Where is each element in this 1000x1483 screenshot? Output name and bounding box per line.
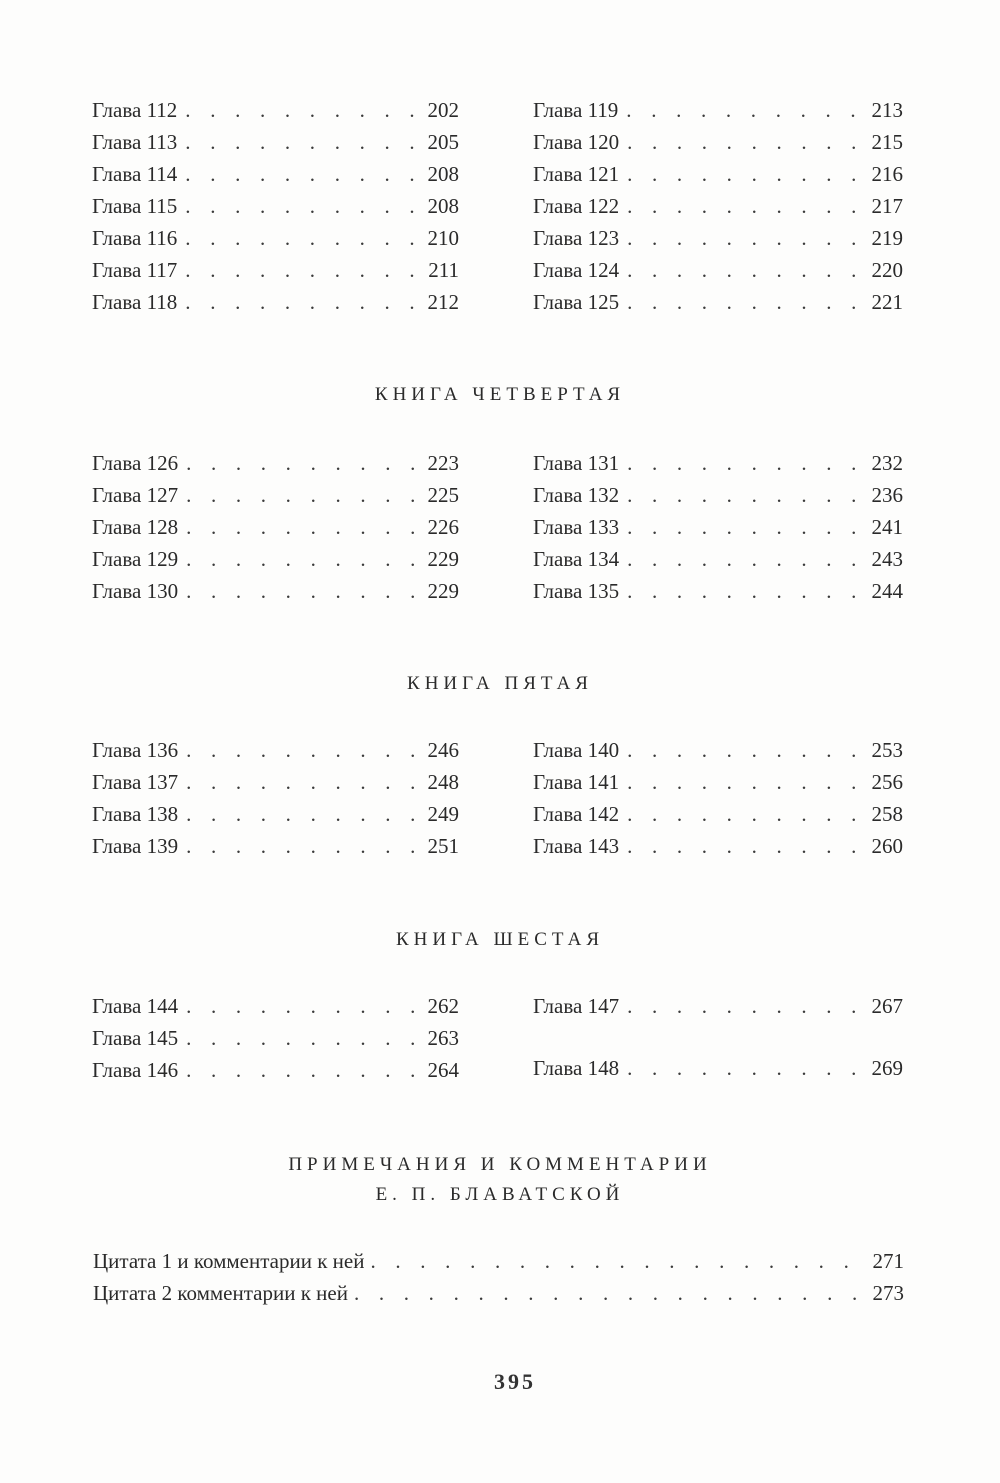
page-ref: 212	[427, 290, 459, 314]
dot-leader	[354, 1277, 867, 1309]
toc-entry[interactable]	[92, 190, 459, 222]
toc-entry[interactable]	[93, 1245, 904, 1277]
page-ref: 263	[427, 1026, 459, 1050]
dot-leader	[186, 447, 421, 479]
toc-entry[interactable]	[533, 158, 903, 190]
toc-entry[interactable]	[92, 286, 459, 318]
page-ref: 256	[871, 770, 903, 794]
page-ref: 205	[427, 130, 459, 154]
chapter-title: Глава 144	[92, 994, 179, 1018]
note-title: Цитата 1 и комментарии к ней	[93, 1249, 365, 1273]
toc-entry[interactable]	[533, 94, 903, 126]
page-ref: 241	[871, 515, 903, 539]
dot-leader	[627, 126, 865, 158]
page-ref: 246	[427, 738, 459, 762]
page-ref: 253	[871, 738, 903, 762]
chapter-title: Глава 114	[92, 162, 178, 186]
section-heading-book-five: КНИГА ПЯТАЯ	[407, 673, 593, 694]
chapter-title: Глава 138	[92, 802, 179, 826]
dot-leader	[370, 1245, 866, 1277]
page-ref: 232	[871, 451, 903, 475]
dot-leader	[186, 798, 421, 830]
page-ref: 229	[427, 547, 459, 571]
dot-leader	[627, 543, 865, 575]
toc-entry[interactable]	[92, 543, 459, 575]
page-ref: 208	[427, 162, 459, 186]
page-ref: 267	[871, 994, 903, 1018]
toc-entry[interactable]	[93, 1277, 904, 1309]
toc-entry[interactable]	[533, 190, 903, 222]
dot-leader	[627, 511, 865, 543]
toc-entry[interactable]	[533, 479, 903, 511]
chapter-title: Глава 143	[533, 834, 620, 858]
dot-leader	[186, 766, 421, 798]
page-ref: 236	[871, 483, 903, 507]
chapter-title: Глава 148	[533, 1056, 620, 1080]
toc-entry[interactable]	[92, 447, 459, 479]
chapter-title: Глава 130	[92, 579, 179, 603]
dot-leader	[627, 766, 865, 798]
page-ref: 223	[427, 451, 459, 475]
page-ref: 244	[871, 579, 903, 603]
dot-leader	[185, 254, 422, 286]
chapter-title: Глава 113	[92, 130, 178, 154]
toc-entry[interactable]	[92, 222, 459, 254]
dot-leader	[627, 990, 865, 1022]
toc-entry[interactable]	[92, 126, 459, 158]
chapter-title: Глава 128	[92, 515, 179, 539]
dot-leader	[626, 94, 865, 126]
toc-entry[interactable]	[92, 990, 459, 1022]
dot-leader	[186, 511, 421, 543]
dot-leader	[627, 254, 865, 286]
page-ref: 229	[427, 579, 459, 603]
page-ref: 269	[871, 1056, 903, 1080]
page-ref: 260	[871, 834, 903, 858]
toc-entry[interactable]	[533, 990, 903, 1022]
section-heading-book-six: КНИГА ШЕСТАЯ	[395, 929, 604, 950]
toc-entry[interactable]	[533, 447, 903, 479]
page-ref: 210	[427, 226, 459, 250]
toc-entry[interactable]	[92, 254, 459, 286]
page-ref: 248	[427, 770, 459, 794]
dot-leader	[627, 286, 865, 318]
toc-entry[interactable]	[92, 511, 459, 543]
toc-entry[interactable]	[533, 254, 903, 286]
toc-entry[interactable]	[92, 830, 459, 862]
toc-entry[interactable]	[533, 286, 903, 318]
toc-entry[interactable]	[533, 575, 903, 607]
chapter-title: Глава 142	[533, 802, 620, 826]
chapter-title: Глава 126	[92, 451, 179, 475]
page-ref: 249	[427, 802, 459, 826]
chapter-title: Глава 136	[92, 738, 179, 762]
dot-leader	[186, 543, 421, 575]
page-ref: 271	[872, 1249, 904, 1273]
page-ref: 251	[427, 834, 459, 858]
toc-entry[interactable]	[92, 158, 459, 190]
chapter-title: Глава 118	[92, 290, 178, 314]
toc-entry[interactable]	[92, 798, 459, 830]
page-ref: 262	[427, 994, 459, 1018]
page-ref: 243	[871, 547, 903, 571]
dot-leader	[186, 990, 421, 1022]
page-ref: 225	[427, 483, 459, 507]
note-title: Цитата 2 комментарии к ней	[93, 1281, 348, 1305]
page-number: 395	[494, 1369, 536, 1394]
toc-entry[interactable]	[533, 543, 903, 575]
chapter-title: Глава 119	[533, 98, 619, 122]
chapter-title: Глава 145	[92, 1026, 179, 1050]
toc-entry[interactable]	[533, 830, 903, 862]
chapter-title: Глава 122	[533, 194, 620, 218]
dot-leader	[627, 222, 865, 254]
section-heading-book-four: КНИГА ЧЕТВЕРТАЯ	[374, 384, 626, 405]
toc-entry[interactable]	[533, 222, 903, 254]
toc-entry[interactable]	[92, 1054, 459, 1086]
chapter-title: Глава 139	[92, 834, 179, 858]
chapter-title: Глава 116	[92, 226, 178, 250]
toc-entry[interactable]	[533, 798, 903, 830]
page-ref: 221	[871, 290, 903, 314]
chapter-title: Глава 125	[533, 290, 620, 314]
chapter-title: Глава 124	[533, 258, 620, 282]
dot-leader	[627, 575, 865, 607]
notes-heading-line1: ПРИМЕЧАНИЯ И КОММЕНТАРИИ	[288, 1154, 712, 1175]
page-ref: 219	[871, 226, 903, 250]
dot-leader	[627, 734, 865, 766]
page-ref: 213	[871, 98, 903, 122]
chapter-title: Глава 141	[533, 770, 620, 794]
dot-leader	[186, 1022, 421, 1054]
dot-leader	[627, 798, 865, 830]
page-ref: 226	[427, 515, 459, 539]
dot-leader	[627, 158, 865, 190]
dot-leader	[185, 222, 421, 254]
toc-entry[interactable]	[533, 126, 903, 158]
dot-leader	[186, 479, 421, 511]
page-ref: 215	[871, 130, 903, 154]
page-ref: 217	[871, 194, 903, 218]
chapter-title: Глава 140	[533, 738, 620, 762]
page-ref: 258	[871, 802, 903, 826]
chapter-title: Глава 134	[533, 547, 620, 571]
page-ref: 211	[428, 258, 459, 282]
chapter-title: Глава 112	[92, 98, 178, 122]
page-ref: 208	[427, 194, 459, 218]
chapter-title: Глава 115	[92, 194, 178, 218]
page-ref: 264	[427, 1058, 459, 1082]
dot-leader	[186, 830, 421, 862]
dot-leader	[185, 190, 421, 222]
chapter-title: Глава 123	[533, 226, 620, 250]
toc-entry[interactable]	[92, 1022, 459, 1054]
toc-entry[interactable]	[533, 766, 903, 798]
toc-entry[interactable]	[92, 94, 459, 126]
dot-leader	[185, 158, 421, 190]
page-ref: 202	[427, 98, 459, 122]
toc-entry[interactable]	[533, 734, 903, 766]
page-ref: 273	[872, 1281, 904, 1305]
toc-entry[interactable]	[533, 511, 903, 543]
page-ref: 216	[871, 162, 903, 186]
dot-leader	[627, 190, 865, 222]
chapter-title: Глава 137	[92, 770, 179, 794]
chapter-title: Глава 147	[533, 994, 620, 1018]
chapter-title: Глава 127	[92, 483, 179, 507]
toc-entry[interactable]	[92, 575, 459, 607]
toc-entry[interactable]	[92, 766, 459, 798]
dot-leader	[627, 479, 865, 511]
chapter-title: Глава 120	[533, 130, 620, 154]
chapter-title: Глава 121	[533, 162, 620, 186]
dot-leader	[627, 447, 865, 479]
notes-heading-line2: Е. П. БЛАВАТСКОЙ	[375, 1184, 625, 1205]
dot-leader	[186, 1054, 421, 1086]
chapter-title: Глава 146	[92, 1058, 179, 1082]
dot-leader	[186, 734, 421, 766]
dot-leader	[627, 1052, 865, 1084]
dot-leader	[185, 286, 421, 318]
dot-leader	[185, 126, 421, 158]
dot-leader	[627, 830, 865, 862]
dot-leader	[185, 94, 421, 126]
toc-entry[interactable]	[533, 1052, 903, 1084]
toc-entry[interactable]	[92, 479, 459, 511]
chapter-title: Глава 132	[533, 483, 620, 507]
page-ref: 220	[871, 258, 903, 282]
toc-entry[interactable]	[92, 734, 459, 766]
chapter-title: Глава 133	[533, 515, 620, 539]
dot-leader	[186, 575, 421, 607]
chapter-title: Глава 131	[533, 451, 620, 475]
chapter-title: Глава 129	[92, 547, 179, 571]
chapter-title: Глава 135	[533, 579, 620, 603]
chapter-title: Глава 117	[92, 258, 178, 282]
